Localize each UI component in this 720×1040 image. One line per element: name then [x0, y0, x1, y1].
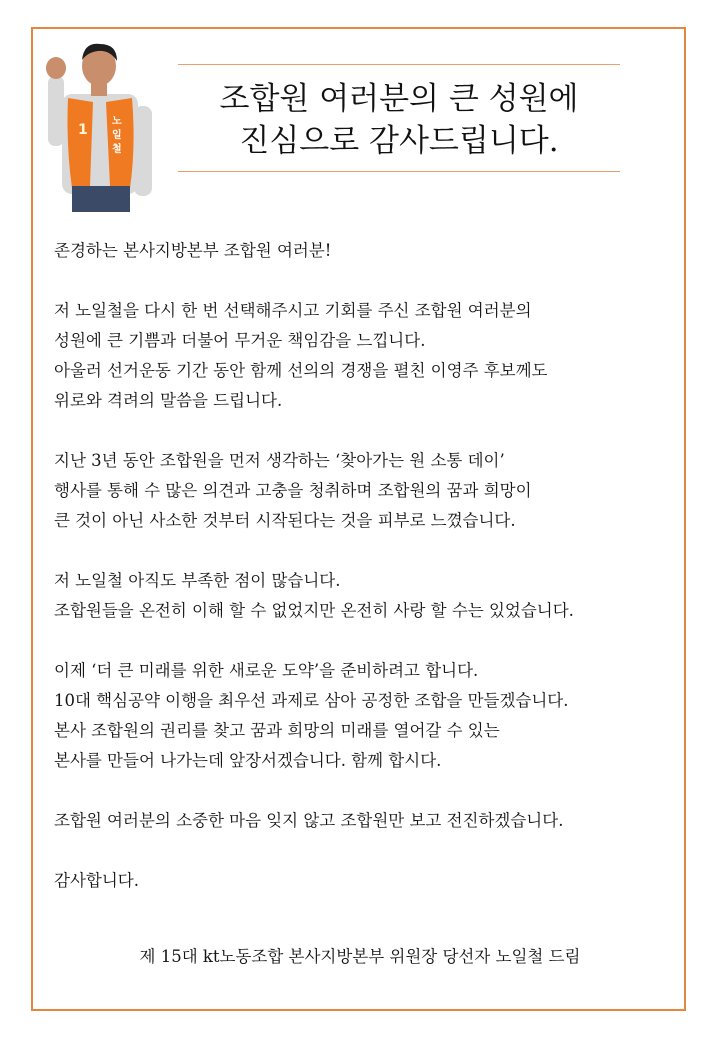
paragraph-line: 저 노일철을 다시 한 번 선택해주시고 기회를 주신 조합원 여러분의 [54, 301, 532, 320]
title-rule-top [178, 64, 620, 65]
paragraph-2 [54, 446, 664, 536]
paragraph-line: 저 노일철 아직도 부족한 점이 많습니다. [54, 571, 341, 590]
title-line-1: 조합원 여러분의 큰 성원에 [219, 81, 579, 117]
vest-badge-number: 1 [78, 122, 88, 138]
closing-paragraph [54, 866, 664, 896]
paragraph-line: 본사를 만들어 나가는데 앞장서겠습니다. 함께 합시다. [54, 751, 442, 770]
paragraph-line: 조합원들을 온전히 이해 할 수 없었지만 온전히 사랑 할 수는 있었습니다. [54, 601, 574, 620]
paragraph-line: 위로와 격려의 말씀을 드립니다. [54, 391, 283, 410]
vest-text-2: 일 [112, 130, 122, 141]
paragraph-line: 지난 3년 동안 조합원을 먼저 생각하는 ‘찾아가는 원 소통 데이’ [54, 451, 505, 470]
vest-text-3: 철 [112, 144, 122, 155]
paragraph-line: 성원에 큰 기쁨과 더불어 무거운 책임감을 느낍니다. [54, 331, 426, 350]
vest-text-1: 노 [112, 116, 122, 127]
paragraph-4 [54, 656, 664, 776]
paragraph-line: 본사 조합원의 권리를 찾고 꿈과 희망의 미래를 열어갈 수 있는 [54, 721, 500, 740]
candidate-portrait [38, 36, 160, 212]
paragraph-line: 10대 핵심공약 이행을 최우선 과제로 삼아 공정한 조합을 만들겠습니다. [54, 691, 569, 710]
paragraph-line: 아울러 선거운동 기간 동안 함께 선의의 경쟁을 펼친 이영주 후보께도 [54, 361, 548, 380]
signature: 제 15대 kt노동조합 본사지방본부 위원장 당선자 노일철 드림 [139, 947, 581, 966]
paragraph-5 [54, 806, 664, 836]
closing: 감사합니다. [54, 871, 139, 890]
paragraph-3 [54, 566, 664, 626]
paragraph-line: 큰 것이 아닌 사소한 것부터 시작된다는 것을 피부로 느꼈습니다. [54, 511, 516, 530]
letter-title [178, 78, 620, 162]
greeting-paragraph [54, 236, 664, 266]
title-rule-bottom [178, 171, 620, 172]
title-line-2: 진심으로 감사드립니다. [239, 123, 559, 159]
paragraph-line: 조합원 여러분의 소중한 마음 잊지 않고 조합원만 보고 전진하겠습니다. [54, 811, 564, 830]
greeting: 존경하는 본사지방본부 조합원 여러분! [54, 241, 332, 260]
paragraph-line: 이제 ‘더 큰 미래를 위한 새로운 도약’을 준비하려고 합니다. [54, 661, 479, 680]
letter-body [54, 236, 664, 926]
paragraph-1 [54, 296, 664, 416]
paragraph-line: 행사를 통해 수 많은 의견과 고충을 청취하며 조합원의 꿈과 희망이 [54, 481, 532, 500]
